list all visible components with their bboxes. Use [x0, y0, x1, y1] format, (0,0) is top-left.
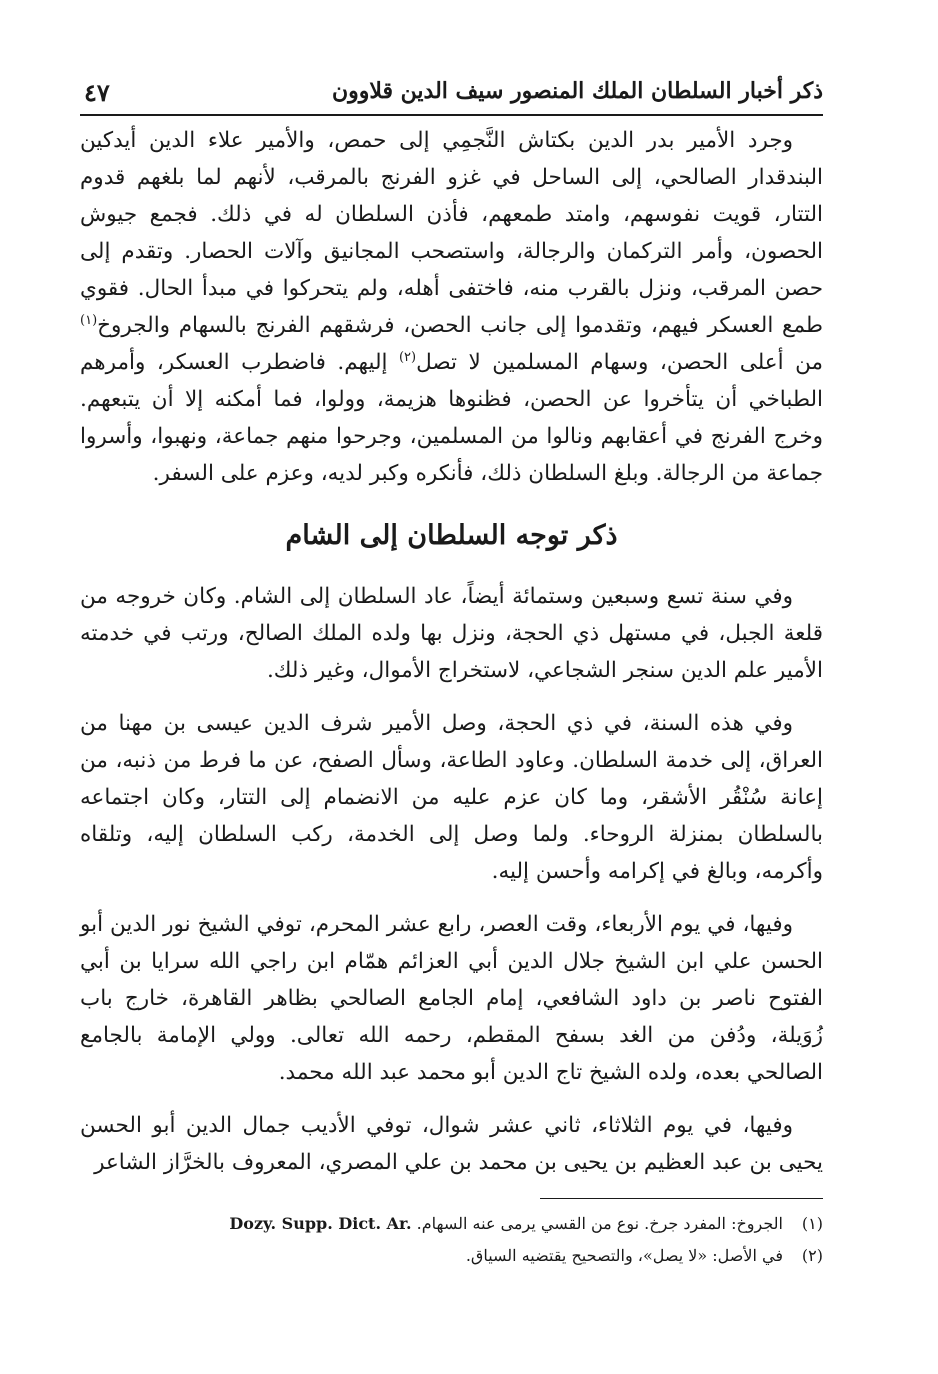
running-title: ذكر أخبار السلطان الملك المنصور سيف الدين قلاوون	[331, 78, 823, 104]
footnote-number: (٢)	[801, 1246, 823, 1265]
footnote-2	[200, 1240, 823, 1272]
footnote-text-arabic: الجروخ: المفرد جرخ. نوع من القسي يرمى عنه السهام.	[416, 1214, 783, 1233]
paragraph: وفي سنة تسع وسبعين وستمائة أيضاً، عاد السلطان إلى الشام. وكان خروجه من قلعة الجبل، في مستهل ذي الحجة، ونزل بها ولده الملك الصالح، ورتب في خدمته الأمير علم الدين سنجر الشجاعي، لاستخراج الأموال، وغير ذلك.	[80, 584, 823, 683]
paragraph: وفيها، في يوم الأربعاء، وقت العصر، رابع عشر المحرم، توفي الشيخ نور الدين أبو الحسن علي ابن الشيخ جلال الدين أبي العزائم همّام ابن راجي الله سرايا بن أبي الفتوح ناصر بن داود الشافعي، إمام الجامع الصالحي بظاهر القاهرة، خارج باب زُوَيلة، ودُفن من الغد بسفح المقطم، رحمه الله تعالى. وولي الإمامة بالجامع الصالحي بعده، ولده الشيخ تاج الدين أبو محمد عبد الله محمد.	[80, 912, 823, 1085]
footnote-ref-2: (٢)	[398, 349, 417, 365]
paragraph: وفي هذه السنة، في ذي الحجة، وصل الأمير شرف الدين عيسى بن مهنا من العراق، إلى خدمة السلطان. وعاود الطاعة، وسأل الصفح، عن ما فرط من ذنبه، من إعانة سُنْقُر الأشقر، وما كان عزم عليه من الانضمام إلى التتار، وكان اجتماعه بالسلطان بمنزلة الروحاء. ولما وصل إلى الخدمة، ركب السلطان إليه، وتلقاه وأكرمه، وبالغ في إكرامه وأحسن إليه.	[80, 711, 823, 884]
footnote-citation: Dozy. Supp. Dict. Ar.	[229, 1214, 412, 1233]
footnote-ref-1: (١)	[80, 312, 98, 328]
footnote-text	[200, 1208, 783, 1240]
paragraph	[80, 122, 823, 492]
footnote-number: (١)	[801, 1214, 823, 1233]
page-header	[80, 74, 823, 116]
paragraph-text: إليهم. فاضطرب العسكر، وأمرهم الطباخي أن يتأخروا عن الحصن، فظنوها هزيمة، وولوا، فما أمكنه إلا أن يتبعهم. وخرج الفرنج في أعقابهم ونالوا من المسلمين، وجرحوا منهم جماعة، ونهبوا، وأسروا جماعة من الرجالة. وبلغ السلطان ذلك، فأنكره وكبر لديه، وعزم على السفر.	[80, 350, 823, 486]
main-text	[80, 122, 823, 1197]
page-number: ٤٧	[84, 78, 110, 107]
footnote-separator	[540, 1198, 823, 1199]
paragraph-text: من أعلى الحصن، وسهام المسلمين لا تصل	[416, 350, 823, 375]
footnote-text: في الأصل: «لا يصل»، والتصحيح يقتضيه السياق.	[465, 1246, 783, 1265]
section-heading: ذكر توجه السلطان إلى الشام	[285, 520, 618, 551]
paragraph-text: وجرد الأمير بدر الدين بكتاش النَّجمِي إلى حمص، والأمير علاء الدين أيدكين البندقدار الصالحي، إلى الساحل في غزو الفرنج بالمرقب، لأنهم لما بلغهم قدوم التتار، قويت نفوسهم، وامتد طمعهم، فأذن السلطان له في ذلك. فجمع جيوش الحصون، وأمر التركمان والرجالة، واستصحب المجانيق وآلات الحصار. وتقدم إلى حصن المرقب، ونزل بالقرب منه، فاختفى أهله، ولم يتحركوا في مبدأ الحال. فقوي طمع العسكر فيهم، وتقدموا إلى جانب الحصن، فرشقهم الفرنج بالسهام والجروخ	[80, 128, 823, 338]
paragraph: وفيها، في يوم الثلاثاء، ثاني عشر شوال، توفي الأديب جمال الدين أبو الحسن يحيى بن عبد العظيم بن يحيى بن محمد بن علي المصري، المعروف بالخرَّاز الشاعر	[80, 1113, 823, 1175]
footnotes	[200, 1208, 823, 1272]
footnote-1	[200, 1208, 823, 1240]
